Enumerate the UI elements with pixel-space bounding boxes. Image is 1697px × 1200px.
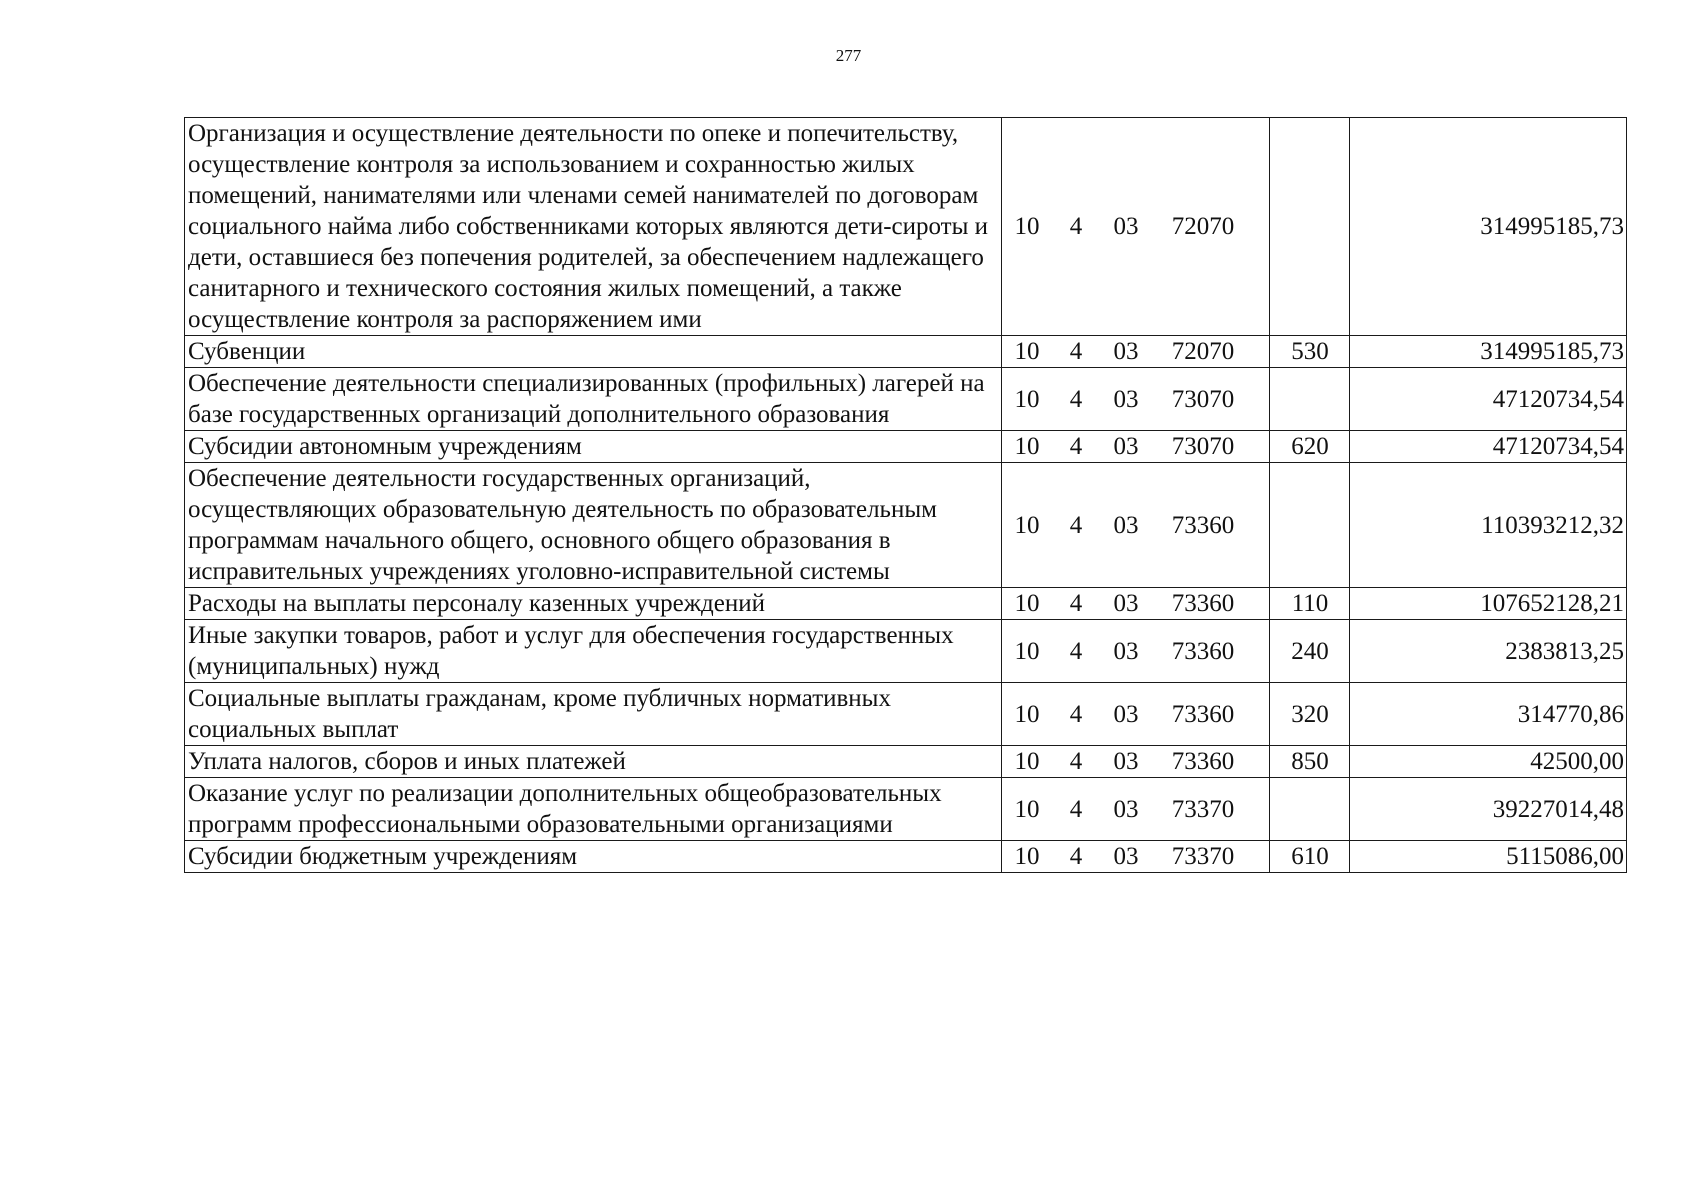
expense-name: Расходы на выплаты персоналу казенных учреждений (185, 588, 1002, 620)
expense-type-code: 240 (1270, 620, 1350, 683)
table-row (185, 746, 1627, 778)
amount: 314995185,73 (1350, 118, 1627, 336)
code-main-activity: 03 (1113, 843, 1139, 870)
classification-code (1002, 683, 1270, 746)
code-main-activity: 03 (1113, 511, 1139, 539)
classification-code (1002, 620, 1270, 683)
code-direction: 73360 (1171, 700, 1235, 728)
code-main-activity: 03 (1113, 637, 1139, 665)
amount: 5115086,00 (1350, 841, 1627, 873)
code-subprogram: 4 (1069, 338, 1083, 365)
expense-type-code: 610 (1270, 841, 1350, 873)
code-direction: 73370 (1171, 843, 1235, 870)
code-direction: 73070 (1171, 385, 1235, 413)
code-direction: 73360 (1171, 590, 1235, 617)
classification-code (1002, 336, 1270, 368)
expense-name: Обеспечение деятельности государственных организаций, осуществляющих образовательную деятельность по образовательным программам начального общего, основного общего образования в исправительных учреждениях уголовно-исправительной системы (185, 463, 1002, 588)
expense-type-code: 850 (1270, 746, 1350, 778)
expense-name: Иные закупки товаров, работ и услуг для обеспечения государственных (муниципальных) нужд (185, 620, 1002, 683)
table-row (185, 368, 1627, 431)
amount: 110393212,32 (1350, 463, 1627, 588)
classification-code (1002, 431, 1270, 463)
code-main-activity: 03 (1113, 590, 1139, 617)
classification-code (1002, 588, 1270, 620)
code-ministry: 10 (1014, 795, 1040, 823)
code-main-activity: 03 (1113, 338, 1139, 365)
table-row (185, 431, 1627, 463)
amount: 314770,86 (1350, 683, 1627, 746)
amount: 42500,00 (1350, 746, 1627, 778)
expense-type-code: 110 (1270, 588, 1350, 620)
code-ministry: 10 (1014, 748, 1040, 775)
code-ministry: 10 (1014, 385, 1040, 413)
code-subprogram: 4 (1069, 637, 1083, 665)
code-ministry: 10 (1014, 338, 1040, 365)
table-row (185, 463, 1627, 588)
code-direction: 73370 (1171, 795, 1235, 823)
table-body (185, 118, 1627, 873)
code-ministry: 10 (1014, 700, 1040, 728)
code-subprogram: 4 (1069, 843, 1083, 870)
table-row (185, 841, 1627, 873)
amount: 2383813,25 (1350, 620, 1627, 683)
amount: 39227014,48 (1350, 778, 1627, 841)
expense-name: Обеспечение деятельности специализированных (профильных) лагерей на базе государственных организаций дополнительного образования (185, 368, 1002, 431)
expense-type-code: 320 (1270, 683, 1350, 746)
expense-name: Организация и осуществление деятельности по опеке и попечительству, осуществление контроля за использованием и сохранностью жилых помещений, нанимателями или членами семей нанимателей по договорам социального найма либо собственниками которых являются дети-сироты и дети, оставшиеся без попечения родителей, за обеспечением надлежащего санитарного и технического состояния жилых помещений, а также осуществление контроля за распоряжением ими (185, 118, 1002, 336)
amount: 314995185,73 (1350, 336, 1627, 368)
classification-code (1002, 368, 1270, 431)
amount: 47120734,54 (1350, 431, 1627, 463)
code-ministry: 10 (1014, 511, 1040, 539)
table-row (185, 336, 1627, 368)
classification-code (1002, 463, 1270, 588)
classification-code (1002, 778, 1270, 841)
code-main-activity: 03 (1113, 700, 1139, 728)
expense-type-code: 530 (1270, 336, 1350, 368)
expense-type-code (1270, 368, 1350, 431)
code-direction: 73070 (1171, 433, 1235, 460)
classification-code (1002, 746, 1270, 778)
code-subprogram: 4 (1069, 700, 1083, 728)
code-ministry: 10 (1014, 843, 1040, 870)
code-main-activity: 03 (1113, 213, 1139, 240)
code-subprogram: 4 (1069, 385, 1083, 413)
classification-code (1002, 118, 1270, 336)
code-main-activity: 03 (1113, 748, 1139, 775)
code-subprogram: 4 (1069, 213, 1083, 240)
code-subprogram: 4 (1069, 511, 1083, 539)
code-main-activity: 03 (1113, 433, 1139, 460)
expense-name: Оказание услуг по реализации дополнительных общеобразовательных программ профессиональными образовательными организациями (185, 778, 1002, 841)
page-number: 277 (835, 46, 862, 65)
code-direction: 73360 (1171, 637, 1235, 665)
amount: 107652128,21 (1350, 588, 1627, 620)
table-row (185, 778, 1627, 841)
code-ministry: 10 (1014, 213, 1040, 240)
code-main-activity: 03 (1113, 795, 1139, 823)
code-ministry: 10 (1014, 433, 1040, 460)
code-main-activity: 03 (1113, 385, 1139, 413)
table-row (185, 620, 1627, 683)
expense-name: Субвенции (185, 336, 1002, 368)
code-direction: 73360 (1171, 748, 1235, 775)
table-row (185, 118, 1627, 336)
code-subprogram: 4 (1069, 748, 1083, 775)
expense-name: Субсидии автономным учреждениям (185, 431, 1002, 463)
table-row (185, 683, 1627, 746)
expense-type-code (1270, 118, 1350, 336)
budget-table (184, 117, 1627, 873)
expense-name: Социальные выплаты гражданам, кроме публичных нормативных социальных выплат (185, 683, 1002, 746)
expense-type-code: 620 (1270, 431, 1350, 463)
code-direction: 73360 (1171, 511, 1235, 539)
code-ministry: 10 (1014, 590, 1040, 617)
table-row (185, 588, 1627, 620)
code-direction: 72070 (1171, 338, 1235, 365)
code-subprogram: 4 (1069, 795, 1083, 823)
expense-name: Уплата налогов, сборов и иных платежей (185, 746, 1002, 778)
amount: 47120734,54 (1350, 368, 1627, 431)
expense-type-code (1270, 463, 1350, 588)
code-subprogram: 4 (1069, 433, 1083, 460)
code-direction: 72070 (1171, 213, 1235, 240)
code-subprogram: 4 (1069, 590, 1083, 617)
classification-code (1002, 841, 1270, 873)
expense-type-code (1270, 778, 1350, 841)
expense-name: Субсидии бюджетным учреждениям (185, 841, 1002, 873)
code-ministry: 10 (1014, 637, 1040, 665)
